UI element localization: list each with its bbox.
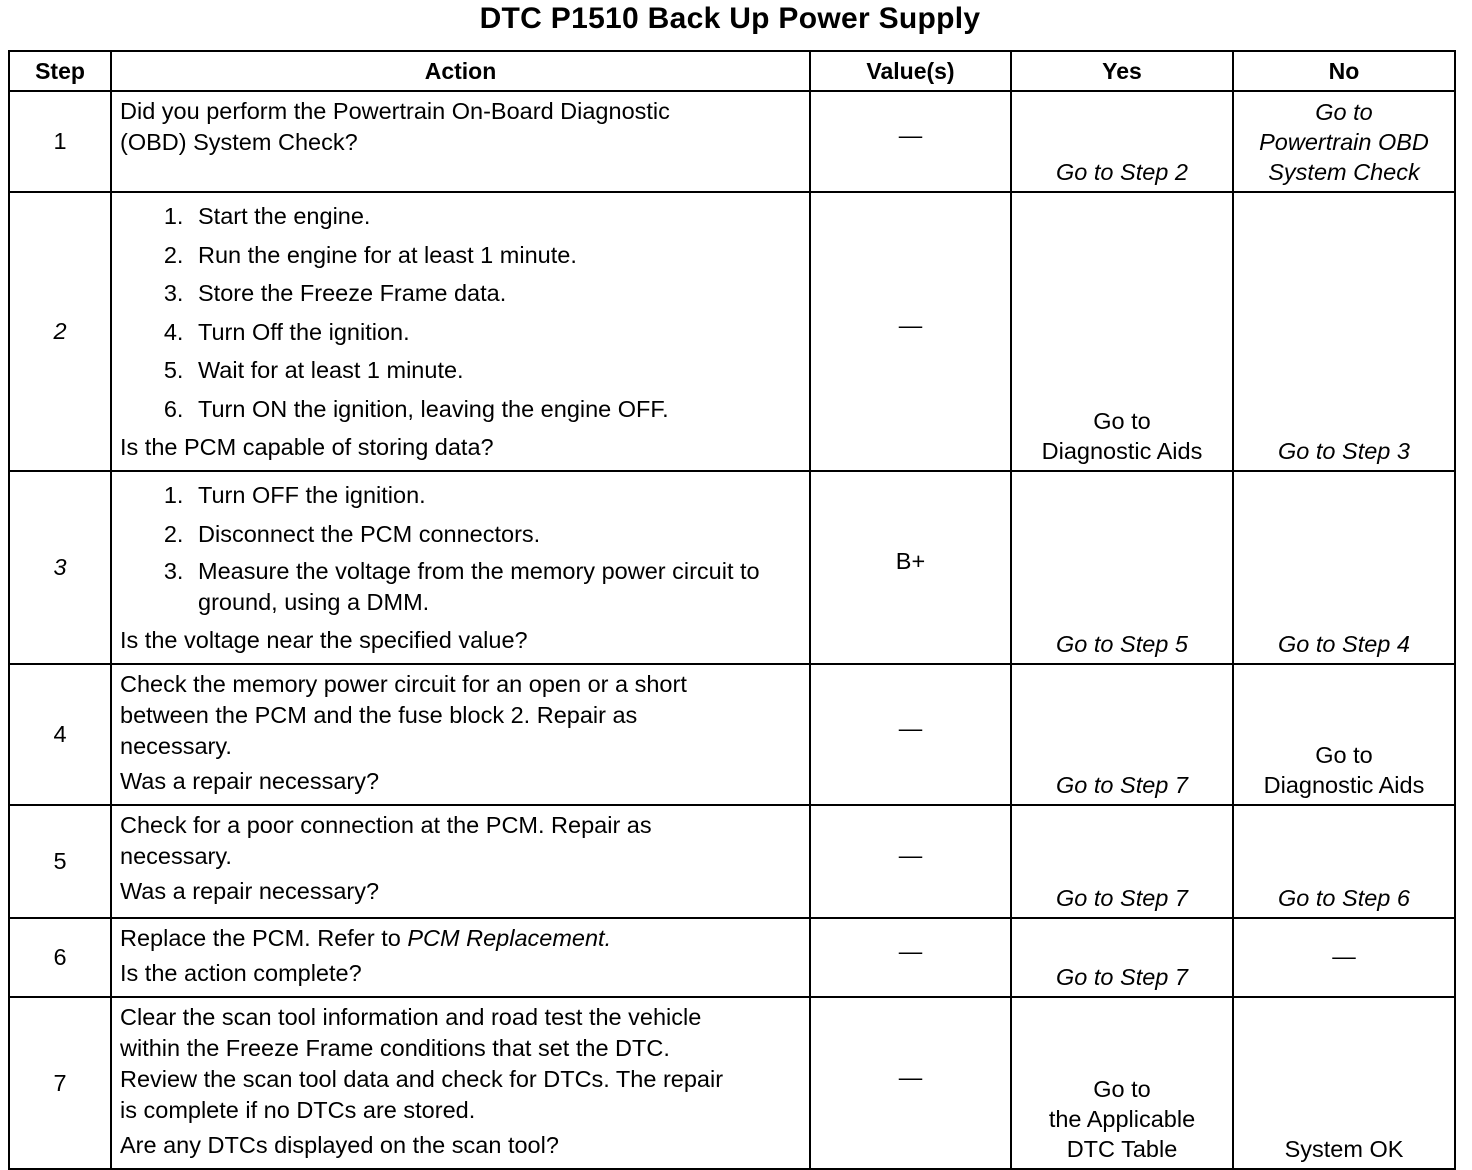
action-question: Is the voltage near the specified value? — [120, 627, 528, 653]
action-question: Was a repair necessary? — [120, 878, 380, 904]
header-action: Action — [111, 51, 810, 91]
action-question: Are any DTCs displayed on the scan tool? — [120, 1132, 559, 1158]
value-text: B+ — [895, 548, 926, 574]
yes-line: Go to — [1093, 1076, 1151, 1102]
procedure-list — [120, 476, 803, 621]
yes-link[interactable]: DTC Table — [1066, 1136, 1178, 1162]
header-no: No — [1233, 51, 1455, 91]
value-cell — [810, 192, 1011, 471]
value-text: — — [898, 1063, 923, 1090]
no-line: Go to — [1315, 99, 1373, 125]
action-cell — [111, 192, 810, 471]
header-values: Value(s) — [810, 51, 1011, 91]
no-link[interactable]: Powertrain OBD — [1259, 129, 1429, 155]
no-line: System OK — [1284, 1136, 1404, 1162]
yes-link[interactable]: Go to Step 2 — [1056, 159, 1188, 185]
procedure-list — [120, 197, 803, 428]
no-line: — — [1332, 942, 1356, 969]
no-cell — [1233, 997, 1455, 1169]
value-text: — — [898, 122, 923, 148]
step-number: 2 — [9, 192, 111, 471]
no-link[interactable]: Diagnostic Aids — [1263, 772, 1425, 798]
procedure-step: 3. Store the Freeze Frame data. — [190, 274, 803, 313]
action-cell — [111, 91, 810, 192]
action-question: Is the PCM capable of storing data? — [120, 434, 494, 460]
dtc-table — [8, 50, 1456, 1170]
action-cell — [111, 918, 810, 997]
value-cell — [810, 997, 1011, 1169]
step-number: 6 — [9, 918, 111, 997]
table-row — [9, 918, 1455, 997]
table-row — [9, 805, 1455, 918]
value-text: — — [898, 715, 923, 741]
action-line: Check for a poor connection at the PCM. Repair as — [120, 812, 652, 838]
step-number: 5 — [9, 805, 111, 918]
procedure-step: 2. Disconnect the PCM connectors. — [190, 515, 803, 554]
table-row — [9, 997, 1455, 1169]
yes-link[interactable]: Go to Step 7 — [1056, 885, 1188, 911]
value-cell — [810, 805, 1011, 918]
no-link[interactable]: System Check — [1268, 159, 1420, 185]
procedure-step: 5. Wait for at least 1 minute. — [190, 351, 803, 390]
table-row — [9, 91, 1455, 192]
value-text: — — [898, 312, 923, 338]
action-line: necessary. — [120, 843, 232, 869]
procedure-step: 4. Turn Off the ignition. — [190, 313, 803, 352]
procedure-step: 1. Start the engine. — [190, 197, 803, 236]
no-cell — [1233, 918, 1455, 997]
action-line: Check the memory power circuit for an open or a short — [120, 671, 687, 697]
yes-link[interactable]: Go to Step 7 — [1056, 964, 1188, 990]
action-line: Review the scan tool data and check for DTCs. The repair — [120, 1066, 724, 1092]
action-question: Was a repair necessary? — [120, 768, 380, 794]
value-text: — — [898, 938, 923, 964]
page-title: DTC P1510 Back Up Power Supply — [479, 2, 981, 35]
action-line: Clear the scan tool information and road test the vehicle — [120, 1004, 702, 1030]
table-row — [9, 664, 1455, 805]
no-link[interactable]: Go to Step 4 — [1278, 631, 1410, 657]
pcm-replacement-link[interactable]: PCM Replacement. — [407, 925, 612, 951]
value-cell — [810, 471, 1011, 664]
action-line: necessary. — [120, 733, 232, 759]
step-number: 3 — [9, 471, 111, 664]
yes-cell — [1011, 192, 1233, 471]
action-question: Is the action complete? — [120, 960, 362, 986]
yes-link[interactable]: the Applicable — [1048, 1106, 1196, 1132]
table-row — [9, 192, 1455, 471]
yes-cell — [1011, 805, 1233, 918]
yes-link[interactable]: Go to Step 5 — [1056, 631, 1188, 657]
yes-cell — [1011, 91, 1233, 192]
no-link[interactable]: Go to Step 3 — [1278, 438, 1410, 464]
procedure-step: 6. Turn ON the ignition, leaving the engine OFF. — [190, 390, 803, 429]
no-cell — [1233, 471, 1455, 664]
header-row — [9, 51, 1455, 91]
no-cell — [1233, 664, 1455, 805]
value-cell — [810, 91, 1011, 192]
action-cell — [111, 997, 810, 1169]
no-line: Go to — [1315, 742, 1373, 768]
yes-cell — [1011, 918, 1233, 997]
no-link[interactable]: Go to Step 6 — [1278, 885, 1410, 911]
action-line: Did you perform the Powertrain On-Board Diagnostic — [120, 98, 670, 124]
action-line: is complete if no DTCs are stored. — [120, 1097, 476, 1123]
procedure-step: 2. Run the engine for at least 1 minute. — [190, 236, 803, 275]
value-cell — [810, 664, 1011, 805]
action-text: Replace the PCM. Refer to — [120, 925, 408, 951]
action-line: between the PCM and the fuse block 2. Repair as — [120, 702, 638, 728]
action-cell — [111, 471, 810, 664]
yes-link[interactable]: Go to Step 7 — [1056, 772, 1188, 798]
table-row — [9, 471, 1455, 664]
action-line: (OBD) System Check? — [120, 129, 358, 155]
yes-line: Go to — [1093, 408, 1151, 434]
procedure-step: 3. Measure the voltage from the memory power circuit to ground, using a DMM. — [190, 553, 803, 621]
no-cell — [1233, 91, 1455, 192]
value-text: — — [898, 842, 923, 868]
header-yes: Yes — [1011, 51, 1233, 91]
yes-link[interactable]: Diagnostic Aids — [1041, 438, 1203, 464]
step-number: 1 — [9, 91, 111, 192]
action-line: within the Freeze Frame conditions that set the DTC. — [120, 1035, 670, 1061]
no-cell — [1233, 805, 1455, 918]
value-cell — [810, 918, 1011, 997]
step-number: 4 — [9, 664, 111, 805]
no-cell — [1233, 192, 1455, 471]
header-step: Step — [9, 51, 111, 91]
step-number: 7 — [9, 997, 111, 1169]
yes-cell — [1011, 471, 1233, 664]
action-line — [120, 923, 803, 954]
yes-cell — [1011, 997, 1233, 1169]
procedure-step: 1. Turn OFF the ignition. — [190, 476, 803, 515]
yes-cell — [1011, 664, 1233, 805]
action-cell — [111, 664, 810, 805]
action-cell — [111, 805, 810, 918]
